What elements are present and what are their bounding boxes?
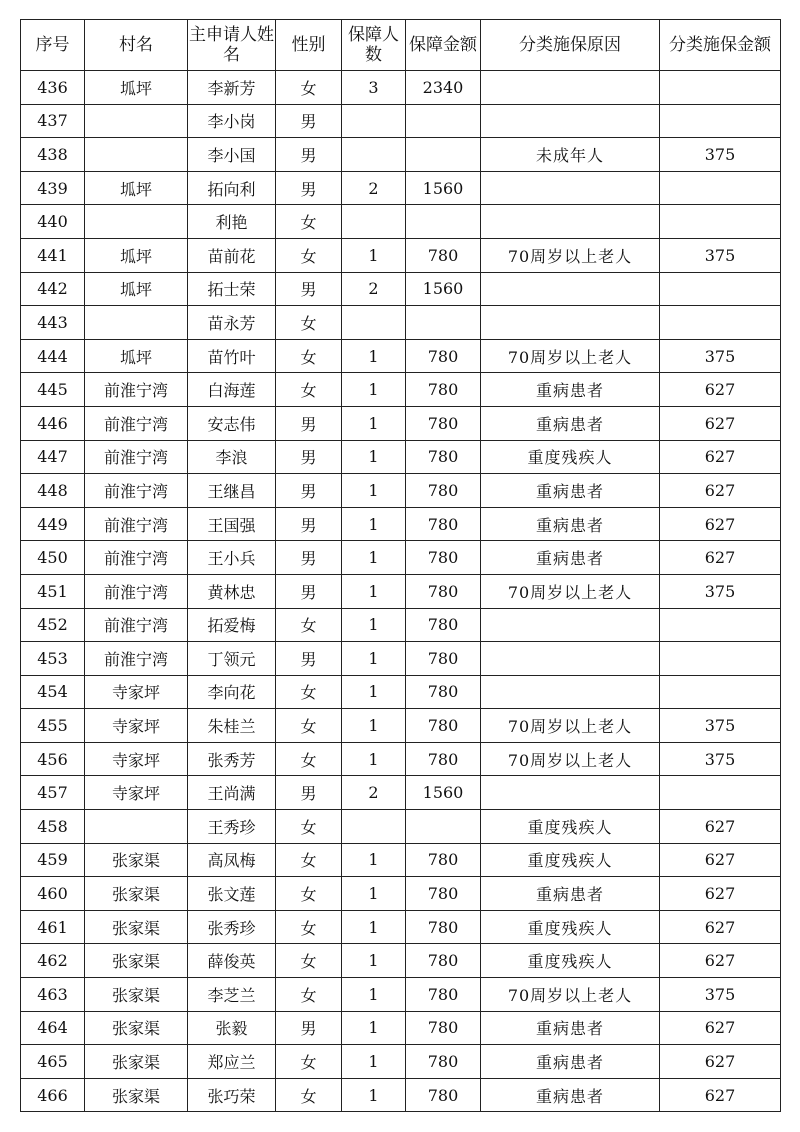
cell-reason bbox=[481, 776, 660, 810]
cell-no: 465 bbox=[21, 1045, 85, 1079]
table-row bbox=[21, 978, 781, 1012]
cell-reason: 重度残疾人 bbox=[481, 944, 660, 978]
table-row bbox=[21, 272, 781, 306]
cell-village bbox=[85, 205, 188, 239]
cell-village: 张家渠 bbox=[85, 877, 188, 911]
table-row bbox=[21, 440, 781, 474]
cell-amount: 1560 bbox=[406, 776, 481, 810]
table-row bbox=[21, 675, 781, 709]
cell-amount bbox=[406, 205, 481, 239]
cell-class-amount: 627 bbox=[660, 406, 781, 440]
cell-class-amount: 627 bbox=[660, 474, 781, 508]
cell-count: 1 bbox=[342, 877, 406, 911]
cell-class-amount: 627 bbox=[660, 1045, 781, 1079]
cell-gender: 女 bbox=[276, 877, 342, 911]
cell-applicant: 张秀芳 bbox=[188, 742, 276, 776]
cell-applicant: 张文莲 bbox=[188, 877, 276, 911]
cell-amount: 780 bbox=[406, 608, 481, 642]
cell-amount: 780 bbox=[406, 1045, 481, 1079]
cell-no: 451 bbox=[21, 574, 85, 608]
cell-applicant: 高凤梅 bbox=[188, 843, 276, 877]
cell-village: 寺家坪 bbox=[85, 742, 188, 776]
cell-count: 1 bbox=[342, 541, 406, 575]
cell-class-amount bbox=[660, 776, 781, 810]
cell-reason: 重病患者 bbox=[481, 541, 660, 575]
cell-applicant: 安志伟 bbox=[188, 406, 276, 440]
cell-class-amount bbox=[660, 608, 781, 642]
cell-no: 452 bbox=[21, 608, 85, 642]
cell-count: 1 bbox=[342, 742, 406, 776]
cell-amount: 780 bbox=[406, 675, 481, 709]
cell-applicant: 李浪 bbox=[188, 440, 276, 474]
cell-class-amount: 627 bbox=[660, 944, 781, 978]
table-row bbox=[21, 810, 781, 844]
cell-applicant: 苗竹叶 bbox=[188, 339, 276, 373]
table-row bbox=[21, 339, 781, 373]
cell-count: 1 bbox=[342, 608, 406, 642]
cell-gender: 女 bbox=[276, 843, 342, 877]
cell-reason: 重病患者 bbox=[481, 406, 660, 440]
cell-village: 寺家坪 bbox=[85, 709, 188, 743]
cell-no: 466 bbox=[21, 1078, 85, 1112]
cell-reason bbox=[481, 608, 660, 642]
cell-applicant: 张毅 bbox=[188, 1011, 276, 1045]
cell-class-amount bbox=[660, 272, 781, 306]
cell-reason: 重病患者 bbox=[481, 373, 660, 407]
cell-amount bbox=[406, 104, 481, 138]
cell-village: 前淮宁湾 bbox=[85, 642, 188, 676]
cell-count: 2 bbox=[342, 171, 406, 205]
cell-count: 1 bbox=[342, 709, 406, 743]
cell-village: 张家渠 bbox=[85, 1011, 188, 1045]
cell-count: 1 bbox=[342, 339, 406, 373]
cell-class-amount: 375 bbox=[660, 742, 781, 776]
cell-no: 455 bbox=[21, 709, 85, 743]
table-row bbox=[21, 171, 781, 205]
cell-count bbox=[342, 104, 406, 138]
cell-gender: 女 bbox=[276, 810, 342, 844]
cell-amount: 780 bbox=[406, 474, 481, 508]
cell-applicant: 王秀珍 bbox=[188, 810, 276, 844]
table-row bbox=[21, 541, 781, 575]
cell-count: 1 bbox=[342, 675, 406, 709]
cell-village: 前淮宁湾 bbox=[85, 608, 188, 642]
cell-count bbox=[342, 306, 406, 340]
cell-reason: 70周岁以上老人 bbox=[481, 709, 660, 743]
cell-gender: 男 bbox=[276, 541, 342, 575]
cell-count: 1 bbox=[342, 507, 406, 541]
cell-applicant: 拓士荣 bbox=[188, 272, 276, 306]
cell-amount bbox=[406, 306, 481, 340]
cell-amount: 780 bbox=[406, 709, 481, 743]
cell-amount: 780 bbox=[406, 642, 481, 676]
cell-village: 前淮宁湾 bbox=[85, 507, 188, 541]
cell-no: 449 bbox=[21, 507, 85, 541]
cell-gender: 女 bbox=[276, 205, 342, 239]
table-row bbox=[21, 406, 781, 440]
cell-count: 1 bbox=[342, 574, 406, 608]
cell-reason bbox=[481, 205, 660, 239]
cell-count: 1 bbox=[342, 910, 406, 944]
cell-class-amount: 375 bbox=[660, 339, 781, 373]
cell-gender: 女 bbox=[276, 742, 342, 776]
cell-village: 坬坪 bbox=[85, 171, 188, 205]
header-gender: 性别 bbox=[276, 20, 342, 71]
header-reason: 分类施保原因 bbox=[481, 20, 660, 71]
table-row bbox=[21, 138, 781, 172]
cell-count: 2 bbox=[342, 776, 406, 810]
cell-count: 1 bbox=[342, 1045, 406, 1079]
cell-reason bbox=[481, 71, 660, 105]
cell-no: 454 bbox=[21, 675, 85, 709]
cell-count: 2 bbox=[342, 272, 406, 306]
cell-no: 447 bbox=[21, 440, 85, 474]
cell-amount: 780 bbox=[406, 1078, 481, 1112]
cell-amount bbox=[406, 810, 481, 844]
cell-no: 442 bbox=[21, 272, 85, 306]
cell-village: 张家渠 bbox=[85, 1078, 188, 1112]
table-row bbox=[21, 1045, 781, 1079]
cell-gender: 女 bbox=[276, 709, 342, 743]
cell-class-amount: 375 bbox=[660, 709, 781, 743]
cell-reason bbox=[481, 104, 660, 138]
cell-village: 张家渠 bbox=[85, 978, 188, 1012]
cell-applicant: 薛俊英 bbox=[188, 944, 276, 978]
cell-reason: 70周岁以上老人 bbox=[481, 978, 660, 1012]
cell-village: 坬坪 bbox=[85, 272, 188, 306]
cell-no: 436 bbox=[21, 71, 85, 105]
cell-gender: 男 bbox=[276, 474, 342, 508]
cell-count: 1 bbox=[342, 474, 406, 508]
cell-gender: 男 bbox=[276, 1011, 342, 1045]
cell-amount: 780 bbox=[406, 238, 481, 272]
cell-reason: 70周岁以上老人 bbox=[481, 742, 660, 776]
cell-reason bbox=[481, 642, 660, 676]
cell-village: 前淮宁湾 bbox=[85, 373, 188, 407]
cell-village: 寺家坪 bbox=[85, 675, 188, 709]
cell-gender: 女 bbox=[276, 910, 342, 944]
cell-village: 张家渠 bbox=[85, 1045, 188, 1079]
cell-class-amount bbox=[660, 675, 781, 709]
cell-amount: 1560 bbox=[406, 171, 481, 205]
cell-no: 440 bbox=[21, 205, 85, 239]
cell-applicant: 李小国 bbox=[188, 138, 276, 172]
cell-count: 1 bbox=[342, 1078, 406, 1112]
cell-reason: 70周岁以上老人 bbox=[481, 238, 660, 272]
cell-village bbox=[85, 104, 188, 138]
cell-amount: 780 bbox=[406, 843, 481, 877]
cell-village: 前淮宁湾 bbox=[85, 440, 188, 474]
cell-no: 458 bbox=[21, 810, 85, 844]
cell-gender: 男 bbox=[276, 507, 342, 541]
cell-class-amount: 627 bbox=[660, 541, 781, 575]
cell-class-amount bbox=[660, 171, 781, 205]
cell-count: 3 bbox=[342, 71, 406, 105]
cell-amount: 2340 bbox=[406, 71, 481, 105]
cell-reason bbox=[481, 171, 660, 205]
cell-count: 1 bbox=[342, 373, 406, 407]
cell-reason: 未成年人 bbox=[481, 138, 660, 172]
cell-count: 1 bbox=[342, 843, 406, 877]
cell-amount: 780 bbox=[406, 910, 481, 944]
cell-amount: 780 bbox=[406, 944, 481, 978]
cell-reason: 重度残疾人 bbox=[481, 910, 660, 944]
cell-reason: 重度残疾人 bbox=[481, 440, 660, 474]
table-row bbox=[21, 306, 781, 340]
cell-amount: 780 bbox=[406, 339, 481, 373]
table-row bbox=[21, 71, 781, 105]
cell-gender: 女 bbox=[276, 238, 342, 272]
cell-no: 462 bbox=[21, 944, 85, 978]
cell-class-amount: 627 bbox=[660, 507, 781, 541]
cell-count: 1 bbox=[342, 238, 406, 272]
cell-no: 445 bbox=[21, 373, 85, 407]
cell-applicant: 王国强 bbox=[188, 507, 276, 541]
cell-village: 前淮宁湾 bbox=[85, 541, 188, 575]
cell-gender: 男 bbox=[276, 171, 342, 205]
cell-class-amount: 627 bbox=[660, 910, 781, 944]
cell-applicant: 李新芳 bbox=[188, 71, 276, 105]
cell-no: 446 bbox=[21, 406, 85, 440]
cell-class-amount bbox=[660, 71, 781, 105]
cell-amount: 780 bbox=[406, 541, 481, 575]
table-row bbox=[21, 709, 781, 743]
cell-no: 457 bbox=[21, 776, 85, 810]
cell-reason: 重病患者 bbox=[481, 877, 660, 911]
cell-amount: 780 bbox=[406, 978, 481, 1012]
cell-amount: 780 bbox=[406, 574, 481, 608]
cell-no: 448 bbox=[21, 474, 85, 508]
cell-count bbox=[342, 205, 406, 239]
cell-no: 464 bbox=[21, 1011, 85, 1045]
cell-no: 453 bbox=[21, 642, 85, 676]
table-row bbox=[21, 608, 781, 642]
cell-count bbox=[342, 138, 406, 172]
cell-gender: 男 bbox=[276, 440, 342, 474]
table-row bbox=[21, 642, 781, 676]
cell-no: 444 bbox=[21, 339, 85, 373]
table-row bbox=[21, 843, 781, 877]
cell-amount: 780 bbox=[406, 1011, 481, 1045]
cell-applicant: 拓向利 bbox=[188, 171, 276, 205]
cell-no: 437 bbox=[21, 104, 85, 138]
cell-count: 1 bbox=[342, 944, 406, 978]
cell-amount: 780 bbox=[406, 742, 481, 776]
cell-no: 441 bbox=[21, 238, 85, 272]
cell-village bbox=[85, 306, 188, 340]
header-amount: 保障金额 bbox=[406, 20, 481, 71]
cell-class-amount: 375 bbox=[660, 138, 781, 172]
cell-applicant: 朱桂兰 bbox=[188, 709, 276, 743]
cell-gender: 女 bbox=[276, 1045, 342, 1079]
cell-class-amount: 627 bbox=[660, 440, 781, 474]
cell-no: 460 bbox=[21, 877, 85, 911]
cell-no: 450 bbox=[21, 541, 85, 575]
cell-class-amount: 375 bbox=[660, 978, 781, 1012]
cell-village: 前淮宁湾 bbox=[85, 406, 188, 440]
table-row bbox=[21, 474, 781, 508]
welfare-roster-table bbox=[20, 19, 781, 1112]
table-row bbox=[21, 1078, 781, 1112]
cell-reason: 重病患者 bbox=[481, 1078, 660, 1112]
cell-gender: 女 bbox=[276, 675, 342, 709]
cell-gender: 女 bbox=[276, 373, 342, 407]
cell-gender: 男 bbox=[276, 406, 342, 440]
cell-amount: 780 bbox=[406, 373, 481, 407]
table-row bbox=[21, 742, 781, 776]
cell-village: 坬坪 bbox=[85, 71, 188, 105]
cell-village: 前淮宁湾 bbox=[85, 574, 188, 608]
table-body bbox=[21, 71, 781, 1112]
cell-class-amount: 627 bbox=[660, 810, 781, 844]
cell-gender: 男 bbox=[276, 272, 342, 306]
cell-amount: 780 bbox=[406, 406, 481, 440]
cell-applicant: 白海莲 bbox=[188, 373, 276, 407]
cell-village: 坬坪 bbox=[85, 238, 188, 272]
cell-count bbox=[342, 810, 406, 844]
cell-applicant: 王尚满 bbox=[188, 776, 276, 810]
cell-applicant: 郑应兰 bbox=[188, 1045, 276, 1079]
cell-village: 张家渠 bbox=[85, 910, 188, 944]
cell-gender: 女 bbox=[276, 1078, 342, 1112]
cell-reason: 重度残疾人 bbox=[481, 810, 660, 844]
cell-no: 443 bbox=[21, 306, 85, 340]
cell-applicant: 苗前花 bbox=[188, 238, 276, 272]
table-row bbox=[21, 944, 781, 978]
cell-class-amount: 627 bbox=[660, 1011, 781, 1045]
cell-reason: 重病患者 bbox=[481, 1045, 660, 1079]
cell-amount: 780 bbox=[406, 877, 481, 911]
cell-reason: 重病患者 bbox=[481, 507, 660, 541]
cell-village: 前淮宁湾 bbox=[85, 474, 188, 508]
cell-reason: 重病患者 bbox=[481, 1011, 660, 1045]
cell-reason bbox=[481, 675, 660, 709]
cell-gender: 男 bbox=[276, 574, 342, 608]
cell-village: 坬坪 bbox=[85, 339, 188, 373]
cell-no: 459 bbox=[21, 843, 85, 877]
table-row bbox=[21, 507, 781, 541]
cell-applicant: 王继昌 bbox=[188, 474, 276, 508]
cell-no: 439 bbox=[21, 171, 85, 205]
cell-class-amount: 375 bbox=[660, 238, 781, 272]
cell-applicant: 李向花 bbox=[188, 675, 276, 709]
cell-applicant: 王小兵 bbox=[188, 541, 276, 575]
cell-gender: 男 bbox=[276, 138, 342, 172]
table-row bbox=[21, 1011, 781, 1045]
cell-count: 1 bbox=[342, 406, 406, 440]
cell-amount: 1560 bbox=[406, 272, 481, 306]
cell-applicant: 黄林忠 bbox=[188, 574, 276, 608]
cell-no: 456 bbox=[21, 742, 85, 776]
cell-gender: 男 bbox=[276, 642, 342, 676]
cell-reason: 重病患者 bbox=[481, 474, 660, 508]
cell-village: 张家渠 bbox=[85, 843, 188, 877]
table-row bbox=[21, 205, 781, 239]
table-row bbox=[21, 776, 781, 810]
cell-applicant: 丁领元 bbox=[188, 642, 276, 676]
cell-reason: 70周岁以上老人 bbox=[481, 339, 660, 373]
cell-village: 张家渠 bbox=[85, 944, 188, 978]
cell-village bbox=[85, 138, 188, 172]
header-no: 序号 bbox=[21, 20, 85, 71]
table-header-row bbox=[21, 20, 781, 71]
cell-class-amount bbox=[660, 205, 781, 239]
cell-no: 438 bbox=[21, 138, 85, 172]
cell-count: 1 bbox=[342, 440, 406, 474]
cell-applicant: 李芝兰 bbox=[188, 978, 276, 1012]
cell-gender: 女 bbox=[276, 339, 342, 373]
cell-reason bbox=[481, 306, 660, 340]
cell-amount bbox=[406, 138, 481, 172]
cell-gender: 女 bbox=[276, 608, 342, 642]
cell-reason: 70周岁以上老人 bbox=[481, 574, 660, 608]
cell-count: 1 bbox=[342, 978, 406, 1012]
table-row bbox=[21, 877, 781, 911]
cell-count: 1 bbox=[342, 642, 406, 676]
table-row bbox=[21, 373, 781, 407]
cell-applicant: 张巧荣 bbox=[188, 1078, 276, 1112]
cell-gender: 女 bbox=[276, 944, 342, 978]
cell-class-amount: 627 bbox=[660, 877, 781, 911]
cell-class-amount bbox=[660, 104, 781, 138]
cell-gender: 男 bbox=[276, 104, 342, 138]
header-class-amount: 分类施保金额 bbox=[660, 20, 781, 71]
cell-village bbox=[85, 810, 188, 844]
cell-class-amount: 627 bbox=[660, 373, 781, 407]
cell-no: 463 bbox=[21, 978, 85, 1012]
cell-gender: 男 bbox=[276, 776, 342, 810]
cell-reason bbox=[481, 272, 660, 306]
cell-reason: 重度残疾人 bbox=[481, 843, 660, 877]
cell-no: 461 bbox=[21, 910, 85, 944]
cell-applicant: 李小岗 bbox=[188, 104, 276, 138]
table-row bbox=[21, 574, 781, 608]
cell-gender: 女 bbox=[276, 306, 342, 340]
cell-gender: 女 bbox=[276, 978, 342, 1012]
header-village: 村名 bbox=[85, 20, 188, 71]
table-row bbox=[21, 104, 781, 138]
cell-applicant: 利艳 bbox=[188, 205, 276, 239]
cell-class-amount: 627 bbox=[660, 1078, 781, 1112]
cell-class-amount bbox=[660, 642, 781, 676]
cell-class-amount: 627 bbox=[660, 843, 781, 877]
table-row bbox=[21, 910, 781, 944]
cell-class-amount: 375 bbox=[660, 574, 781, 608]
cell-applicant: 张秀珍 bbox=[188, 910, 276, 944]
table-row bbox=[21, 238, 781, 272]
cell-amount: 780 bbox=[406, 507, 481, 541]
cell-applicant: 苗永芳 bbox=[188, 306, 276, 340]
cell-village: 寺家坪 bbox=[85, 776, 188, 810]
cell-count: 1 bbox=[342, 1011, 406, 1045]
cell-class-amount bbox=[660, 306, 781, 340]
cell-amount: 780 bbox=[406, 440, 481, 474]
header-count: 保障人数 bbox=[342, 20, 406, 71]
header-applicant: 主申请人姓名 bbox=[188, 20, 276, 71]
cell-gender: 女 bbox=[276, 71, 342, 105]
cell-applicant: 拓爱梅 bbox=[188, 608, 276, 642]
